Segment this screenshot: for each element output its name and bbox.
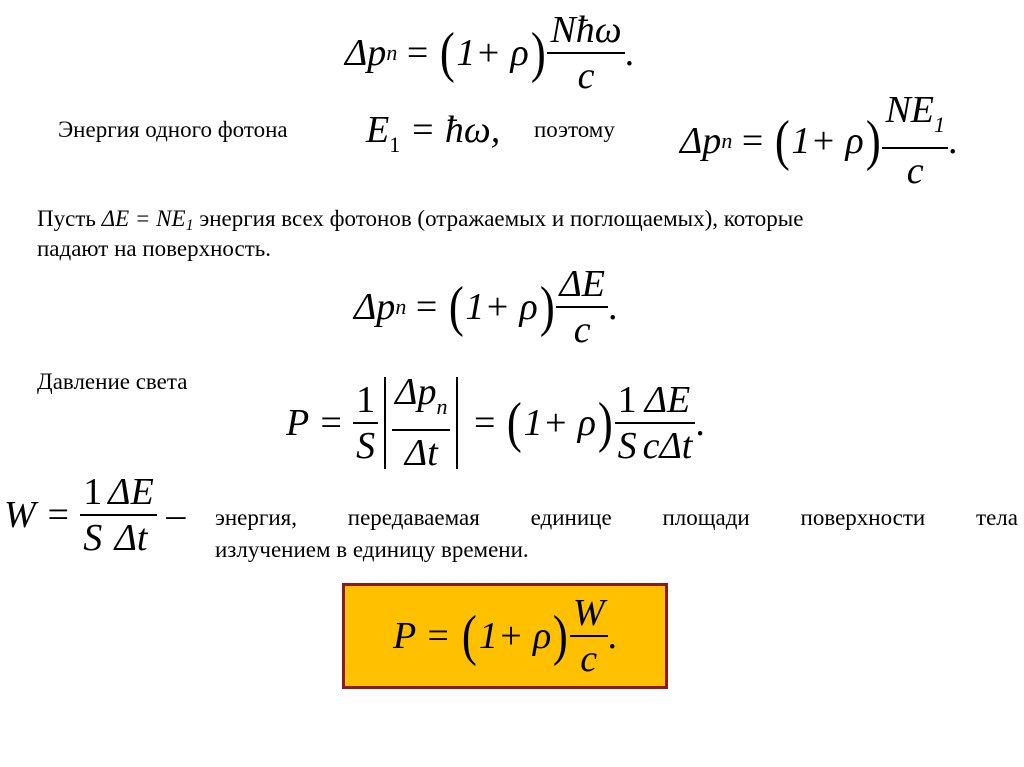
fraction: $\frac{1}{S}$ <box>80 470 105 560</box>
abs-bar-left <box>384 377 386 469</box>
fraction: $\frac{1}{S}$ <box>353 378 378 468</box>
fraction: $\frac{\Delta p_n}{\Delta t}$ <box>392 370 450 475</box>
formula-pressure: P = $\frac{1}{S}$ $\frac{\Delta p_n}{\Delta t}$ = ( 1+ ρ ) $\frac{1}{S}$ $\frac{\Delta E}{\text{cΔt}}$ . <box>286 371 705 474</box>
paragraph-let-line2: падают на поверхность. <box>37 236 271 261</box>
fraction: $\frac{\Delta E}{c}$ <box>556 262 608 352</box>
formula-w: W = $\frac{1}{S}$ $\frac{\Delta E}{\Delta t}$ – <box>4 471 186 559</box>
formula-momentum-e1: Δp n = ( 1+ ρ ) $\frac{NE_1}{c}$ . <box>680 89 958 192</box>
formula-result: P = ( 1+ ρ ) $\frac{W}{c}$ . <box>392 592 618 680</box>
paragraph-let: Пусть ΔE = NE1 энергия всех фотонов (отражаемых и поглощаемых), которые <box>37 206 804 234</box>
photon-energy-label: Энергия одного фотона <box>58 117 288 142</box>
abs-bar-right <box>456 377 458 469</box>
w-description-line2: излучением в единицу времени. <box>215 537 529 562</box>
w-description-line1: энергия, передаваемая единице площади поверхности тела <box>215 505 1018 530</box>
fraction: $\frac{\text{Nħω}}{c}$ <box>547 8 624 98</box>
formula-momentum-delta-e: Δp n = ( 1+ ρ ) $\frac{\Delta E}{c}$ . <box>354 263 618 351</box>
fraction: $\frac{\Delta E}{\text{cΔt}}$ <box>640 378 696 468</box>
fraction: $\frac{\Delta E}{\Delta t}$ <box>105 470 157 560</box>
pressure-label: Давление света <box>37 369 188 394</box>
fraction: $\frac{1}{S}$ <box>615 378 640 468</box>
formula-momentum-n-photons: Δp n = ( 1+ ρ ) $\frac{\text{Nħω}}{c}$ . <box>345 9 635 97</box>
fraction: $\frac{W}{c}$ <box>570 591 608 681</box>
fraction: $\frac{NE_1}{c}$ <box>882 88 948 193</box>
formula-photon-energy: $E_1$ = ħω, <box>366 109 501 157</box>
therefore-label: поэтому <box>534 117 615 142</box>
result-box <box>342 583 668 689</box>
